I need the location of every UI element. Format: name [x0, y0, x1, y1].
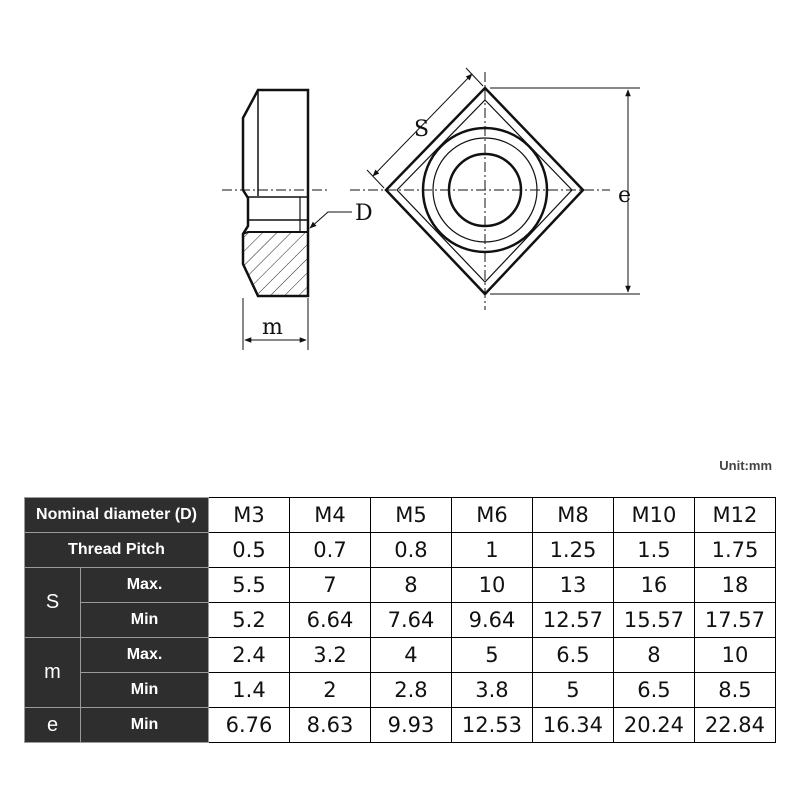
- value-cell: 9.93: [370, 708, 451, 743]
- value-cell: 16: [613, 568, 694, 603]
- value-cell: 12.53: [451, 708, 532, 743]
- thread-section-hatch: [243, 232, 308, 296]
- value-cell: 2.4: [209, 638, 290, 673]
- size-cell: M3: [209, 498, 290, 533]
- value-cell: 1.25: [532, 533, 613, 568]
- value-cell: 6.5: [613, 673, 694, 708]
- value-cell: 6.64: [290, 603, 371, 638]
- value-cell: 18: [694, 568, 775, 603]
- value-cell: 0.8: [370, 533, 451, 568]
- d-label: D: [355, 201, 373, 226]
- value-cell: 6.76: [209, 708, 290, 743]
- m-max-row: [25, 638, 776, 673]
- value-cell: 1.75: [694, 533, 775, 568]
- value-cell: 13: [532, 568, 613, 603]
- d-leader-line: [310, 212, 352, 228]
- m-row-label: m: [25, 638, 81, 708]
- value-cell: 15.57: [613, 603, 694, 638]
- value-cell: 9.64: [451, 603, 532, 638]
- e-min-row: [25, 708, 776, 743]
- size-cell: M8: [532, 498, 613, 533]
- size-cell: M4: [290, 498, 371, 533]
- value-cell: 3.2: [290, 638, 371, 673]
- value-cell: 8: [370, 568, 451, 603]
- value-cell: 5: [451, 638, 532, 673]
- value-cell: 7.64: [370, 603, 451, 638]
- size-cell: M10: [613, 498, 694, 533]
- value-cell: 22.84: [694, 708, 775, 743]
- value-cell: 8.5: [694, 673, 775, 708]
- size-cell: M12: [694, 498, 775, 533]
- s-max-label: Max.: [81, 568, 209, 603]
- top-view: [350, 68, 640, 310]
- value-cell: 1.4: [209, 673, 290, 708]
- e-row-label: e: [25, 708, 81, 743]
- value-cell: 0.7: [290, 533, 371, 568]
- size-cell: M5: [370, 498, 451, 533]
- value-cell: 2: [290, 673, 371, 708]
- value-cell: 17.57: [694, 603, 775, 638]
- unit-label: Unit:mm: [719, 458, 772, 473]
- value-cell: 6.5: [532, 638, 613, 673]
- value-cell: 7: [290, 568, 371, 603]
- value-cell: 5.5: [209, 568, 290, 603]
- value-cell: 0.5: [209, 533, 290, 568]
- value-cell: 5: [532, 673, 613, 708]
- value-cell: 10: [694, 638, 775, 673]
- value-cell: 2.8: [370, 673, 451, 708]
- value-cell: 16.34: [532, 708, 613, 743]
- m-max-label: Max.: [81, 638, 209, 673]
- value-cell: 8.63: [290, 708, 371, 743]
- s-max-row: [25, 568, 776, 603]
- spec-table: [24, 497, 776, 743]
- value-cell: 10: [451, 568, 532, 603]
- s-row-label: S: [25, 568, 81, 638]
- value-cell: 3.8: [451, 673, 532, 708]
- value-cell: 5.2: [209, 603, 290, 638]
- header-row: [25, 498, 776, 533]
- thread-pitch-row: [25, 533, 776, 568]
- size-cell: M6: [451, 498, 532, 533]
- s-label: S: [414, 117, 430, 142]
- value-cell: 1.5: [613, 533, 694, 568]
- value-cell: 20.24: [613, 708, 694, 743]
- nominal-diameter-label: Nominal diameter (D): [25, 498, 209, 533]
- s-min-row: [25, 603, 776, 638]
- e-label: e: [618, 183, 632, 208]
- m-label: m: [262, 315, 283, 340]
- value-cell: 1: [451, 533, 532, 568]
- value-cell: 8: [613, 638, 694, 673]
- thread-pitch-label: Thread Pitch: [25, 533, 209, 568]
- s-min-label: Min: [81, 603, 209, 638]
- value-cell: 12.57: [532, 603, 613, 638]
- value-cell: 4: [370, 638, 451, 673]
- m-min-label: Min: [81, 673, 209, 708]
- e-min-label: Min: [81, 708, 209, 743]
- side-view: [222, 90, 352, 350]
- m-min-row: [25, 673, 776, 708]
